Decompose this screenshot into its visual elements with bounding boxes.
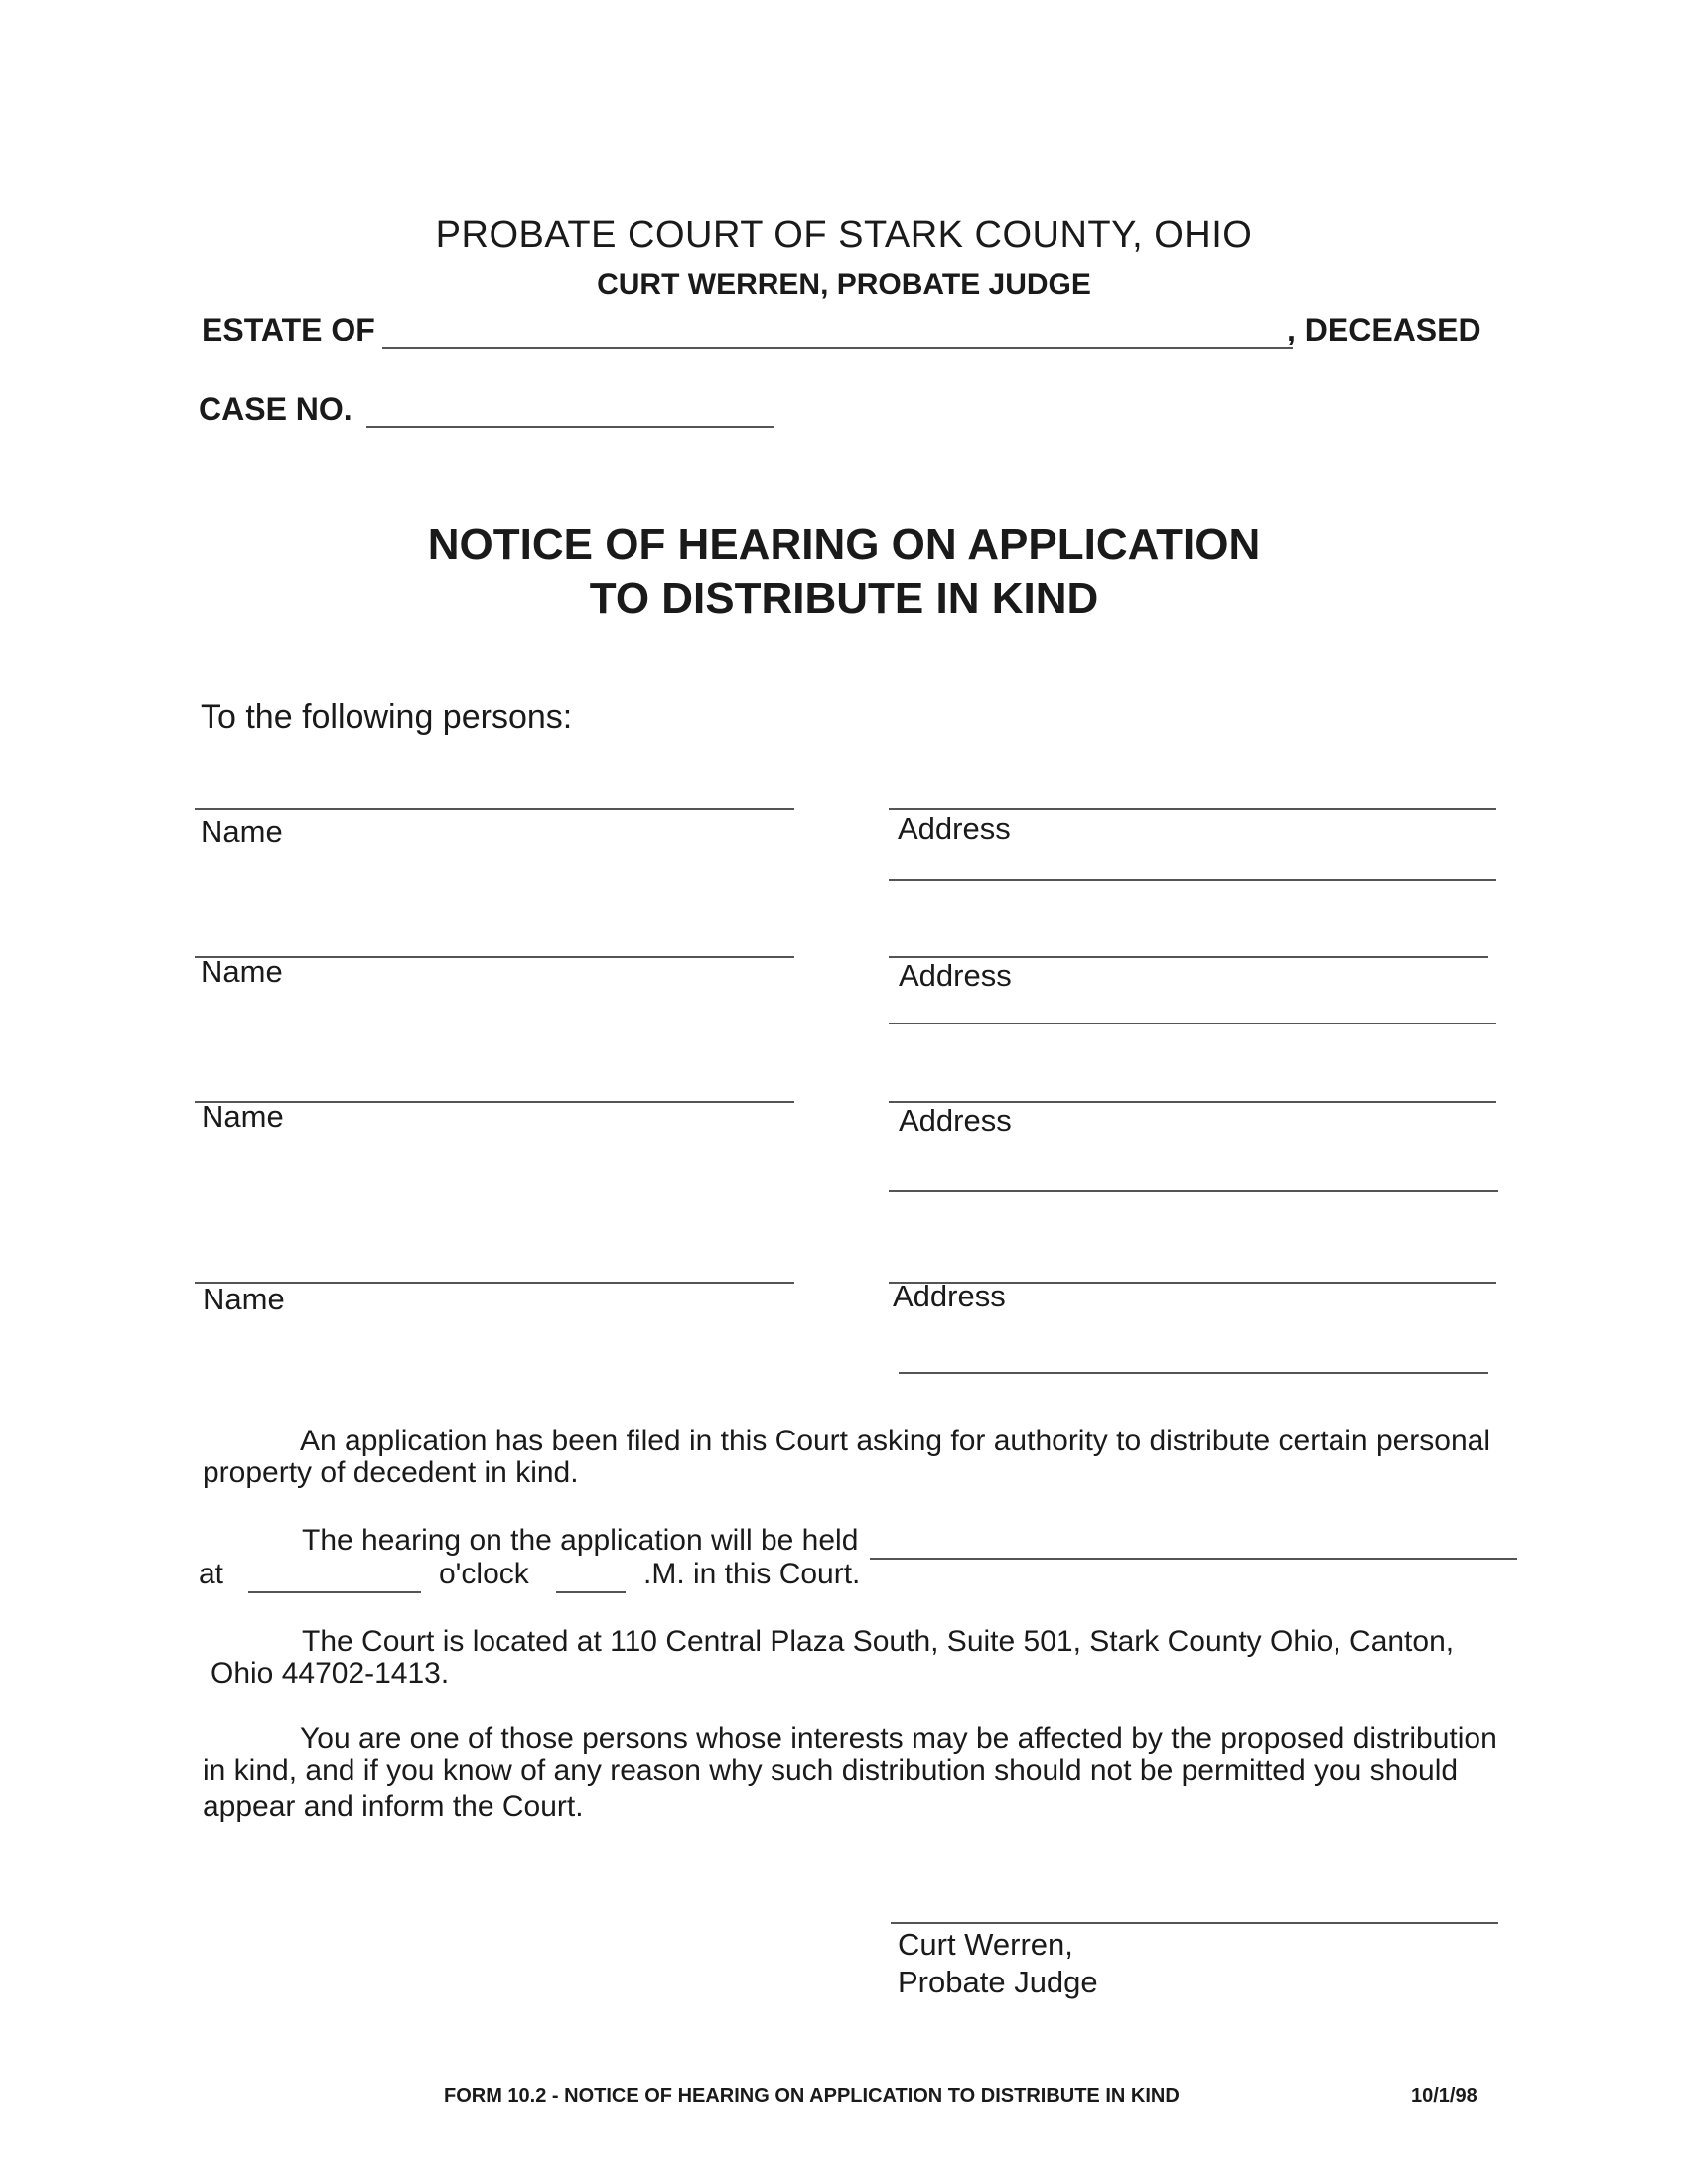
recipients-intro: To the following persons:	[201, 698, 573, 736]
signature-line[interactable]	[891, 1922, 1498, 1924]
estate-name-field[interactable]	[382, 347, 1293, 349]
estate-label: ESTATE OF	[202, 312, 375, 347]
name-field-3[interactable]	[195, 1101, 794, 1103]
application-paragraph-line2: property of decedent in kind.	[203, 1456, 579, 1489]
form-date: 10/1/98	[1411, 2085, 1477, 2107]
application-paragraph-line1: An application has been filed in this Court asking for authority to distribute certain personal	[300, 1425, 1491, 1457]
name-label-1: Name	[201, 814, 283, 849]
am-pm-field[interactable]	[556, 1591, 626, 1593]
name-label-4: Name	[203, 1282, 285, 1316]
address-label-1: Address	[898, 811, 1011, 846]
address-field-4b[interactable]	[899, 1372, 1488, 1374]
signature-title: Probate Judge	[898, 1965, 1098, 1999]
at-label: at	[199, 1558, 224, 1590]
deceased-label: , DECEASED	[1287, 312, 1481, 347]
case-number-field[interactable]	[366, 426, 774, 428]
address-label-3: Address	[899, 1103, 1012, 1138]
address-label-2: Address	[899, 958, 1012, 993]
interest-line2: in kind, and if you know of any reason why such distribution should not be permitted you should	[203, 1754, 1459, 1787]
name-label-3: Name	[202, 1099, 284, 1134]
judge-name: CURT WERREN, PROBATE JUDGE	[597, 268, 1091, 301]
address-field-3b[interactable]	[889, 1190, 1498, 1192]
interest-line3: appear and inform the Court.	[203, 1790, 584, 1823]
hearing-text: The hearing on the application will be held	[302, 1524, 859, 1557]
signature-name: Curt Werren,	[898, 1927, 1073, 1962]
case-number-label: CASE NO.	[199, 391, 352, 427]
interest-line1: You are one of those persons whose interests may be affected by the proposed distribution	[300, 1722, 1497, 1755]
address-field-1[interactable]	[889, 808, 1496, 810]
hearing-time-field[interactable]	[248, 1591, 421, 1593]
name-field-2[interactable]	[195, 956, 794, 958]
form-footer: FORM 10.2 - NOTICE OF HEARING ON APPLICATION TO DISTRIBUTE IN KIND	[444, 2085, 1180, 2107]
name-field-1[interactable]	[195, 808, 794, 810]
hearing-date-field[interactable]	[870, 1558, 1517, 1560]
notice-title-line1: NOTICE OF HEARING ON APPLICATION	[427, 520, 1261, 569]
m-in-court-label: .M. in this Court.	[643, 1558, 861, 1590]
address-field-1b[interactable]	[889, 879, 1496, 881]
court-title: PROBATE COURT OF STARK COUNTY, OHIO	[435, 214, 1253, 256]
location-line1: The Court is located at 110 Central Plaza South, Suite 501, Stark County Ohio, Canton,	[302, 1625, 1455, 1658]
address-label-4: Address	[893, 1279, 1006, 1313]
notice-title-line2: TO DISTRIBUTE IN KIND	[589, 574, 1099, 622]
location-line2: Ohio 44702-1413.	[211, 1657, 450, 1690]
name-label-2: Name	[201, 954, 283, 989]
oclock-label: o'clock	[439, 1558, 529, 1590]
address-field-2b[interactable]	[889, 1023, 1496, 1024]
